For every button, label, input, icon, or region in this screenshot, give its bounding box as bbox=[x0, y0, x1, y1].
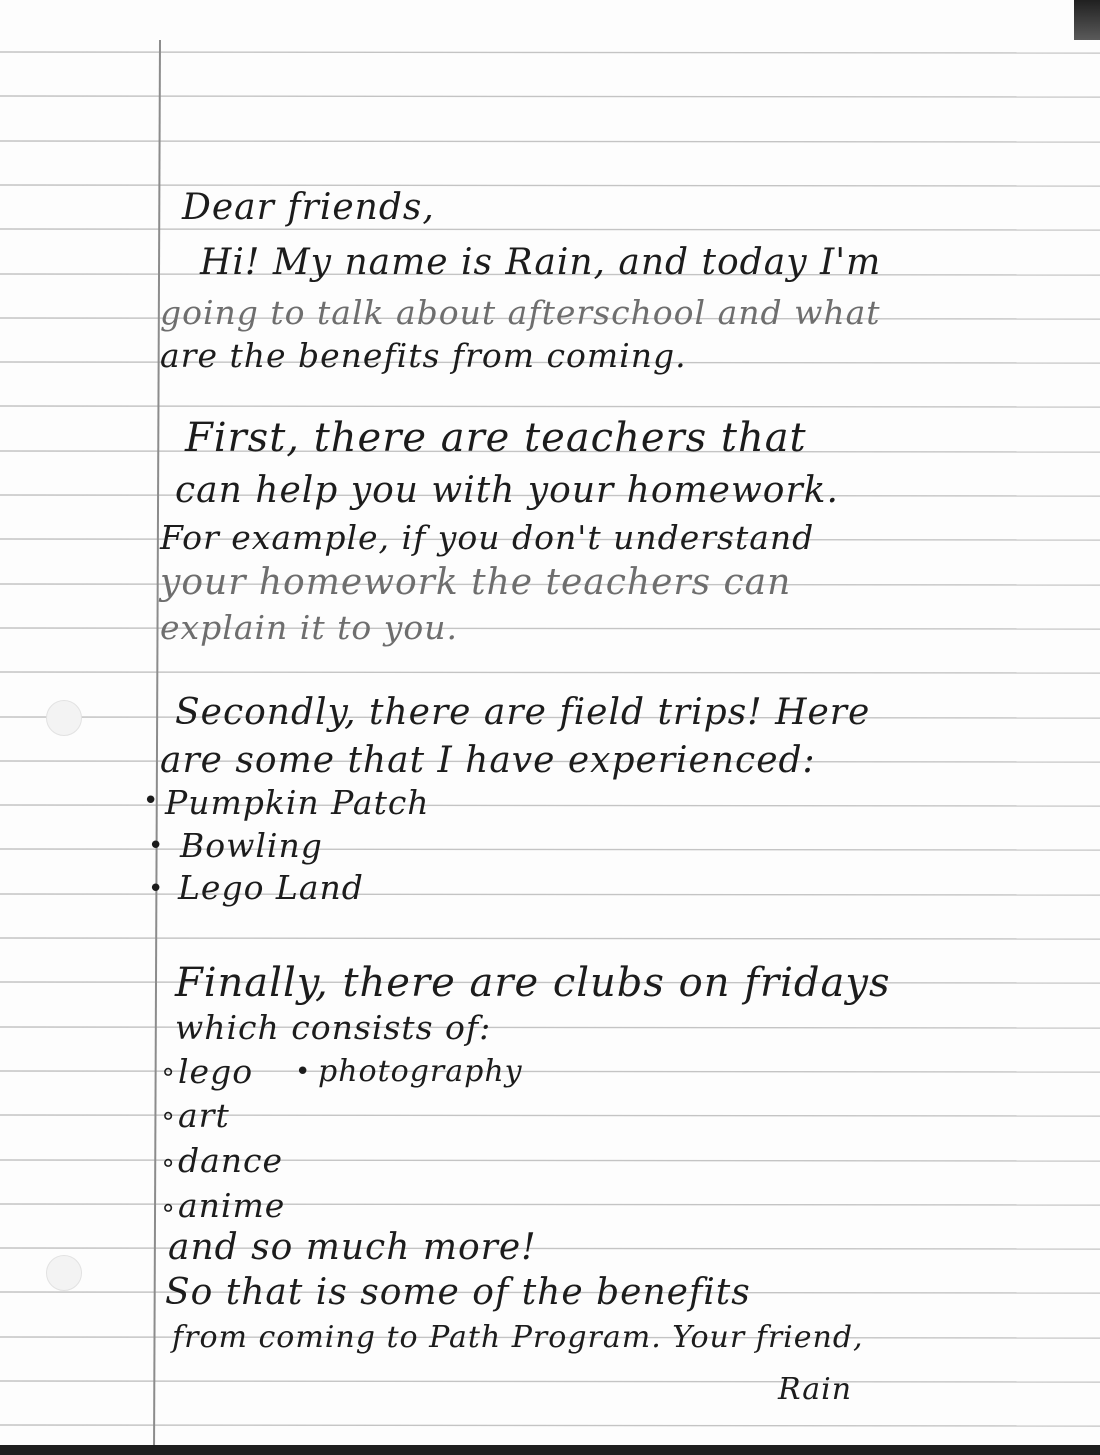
paragraph-first-line: can help you with your homework. bbox=[175, 470, 839, 511]
paragraph-finally-line: which consists of: bbox=[175, 1008, 492, 1047]
paragraph-first-line: your homework the teachers can bbox=[160, 562, 792, 603]
club-label: lego bbox=[178, 1052, 254, 1091]
closing-line: from coming to Path Program. Your friend, bbox=[172, 1320, 864, 1355]
club-label: photography bbox=[318, 1054, 523, 1089]
bullet-icon: • bbox=[148, 874, 164, 904]
scan-edge-shadow bbox=[0, 1445, 1100, 1455]
bullet-icon: ∘ bbox=[160, 1101, 177, 1131]
bullet-icon: ∘ bbox=[160, 1193, 177, 1223]
bullet-icon: ∘ bbox=[160, 1148, 177, 1178]
club-label: anime bbox=[178, 1186, 286, 1225]
club-label: art bbox=[178, 1096, 230, 1135]
intro-line: Hi! My name is Rain, and today I'm bbox=[200, 242, 882, 283]
paragraph-first-line: explain it to you. bbox=[160, 608, 458, 647]
club-label: dance bbox=[178, 1141, 284, 1180]
paragraph-finally-line: Finally, there are clubs on fridays bbox=[175, 960, 891, 1006]
bullet-icon: • bbox=[295, 1057, 311, 1087]
bullet-icon: ∘ bbox=[160, 1057, 177, 1087]
field-trip-label: Lego Land bbox=[178, 868, 364, 907]
closing-line: So that is some of the benefits bbox=[165, 1272, 751, 1313]
paragraph-second-line: Secondly, there are field trips! Here bbox=[175, 692, 871, 733]
field-trip-label: Pumpkin Patch bbox=[165, 783, 430, 822]
intro-line: are the benefits from coming. bbox=[160, 336, 687, 375]
signature: Rain bbox=[778, 1372, 853, 1407]
closing-line: and so much more! bbox=[168, 1227, 537, 1268]
paragraph-first-line: For example, if you don't understand bbox=[160, 518, 815, 557]
paragraph-second-line: are some that I have experienced: bbox=[160, 740, 816, 781]
bullet-icon: • bbox=[148, 831, 164, 861]
intro-line: going to talk about afterschool and what bbox=[160, 293, 881, 332]
field-trip-label: Bowling bbox=[180, 826, 323, 865]
paragraph-first-line: First, there are teachers that bbox=[185, 415, 807, 461]
greeting: Dear friends, bbox=[182, 187, 435, 228]
bullet-icon: • bbox=[143, 786, 159, 816]
